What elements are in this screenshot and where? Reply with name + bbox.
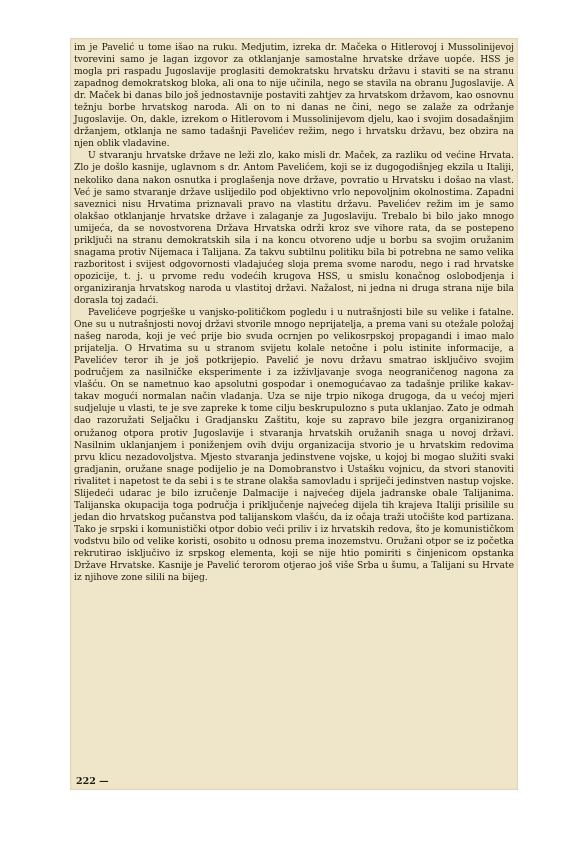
paragraph-1: im je Pavelić u tome išao na ruku. Medjutim, izreka dr. Mačeka o Hitlerovoj i Mussolinijevoj tvorevini samo je lagan izgovor za otklanjanje samostalne hrvatske države uopće. HSS je mogla pri raspadu Jugoslavije proglasiti demokratsku hrvatsku državu i staviti se na stranu zapadnog demokratskog bloka, ali ona to nije učinila, nego se stavila na obranu Jugoslavije. A dr. Maček bi danas bilo još jednostavnije postaviti zahtjev za hrvatskom državom, kao osnovnu težnju borbe hrvatskog naroda. Ali on to ni danas ne čini, nego se zalaže za održanje Jugoslavije. On, dakle, izrekom o Hitlerovom i Mussolinijevom djelu, kao i svojim dosadašnjim držanjem, otklanja ne samo tadašnji Pavelićev režim, nego i hrvatsku državu, bez obzira na njen oblik vladavine. [74, 43, 514, 150]
page-number: 222 — [76, 776, 109, 787]
paragraph-3: Pavelićeve pogrješke u vanjsko-političkom pogledu i u nutrašnjosti bile su velike i fatalne. One su u nutrašnjosti novoj državi stvorile mnogo neprijatelja, a prema vani su otežale položaj našeg naroda, koji je već prije bio svuda ocrnjen po velikosrpskoj propagandi i imao malo prijatelja. O Hrvatima su u stranom svijetu kolale netočne i polu istinite informacije, a Pavelićev teror ih je još potkrijepio. Pavelić je novu državu smatrao isključivo svojim područjem za nasilničke eksperimente i za izživljavanje svoga neograničenog nagona za vlašću. On se nametnuo kao apsolutni gospodar i onemogućavao za tadašnje prilike kakav-takav mogući normalan način vladanja. Uza se nije trpio nikoga drugoga, da u većoj mjeri sudjeluje u vlasti, te je sve zapreke k tome cilju beskrupulozno s puta uklanjao. Zato je odmah dao razoružati Seljačku i Gradjansku Zaštitu, koje su zapravo bile jezgra organiziranog oružanog otpora protiv Jugoslavije i stvaranja hrvatskih oružanih snaga u novoj državi. Nasilnim uklanjanjem i poniženjem ovih dviju organizacija stvorio je u hrvatskim redovima prvu klicu nezadovoljstva. Mjesto stvaranja jedinstvene vojske, u kojoj bi mogao služiti svaki gradjanin, oružane snage podijelio je na Domobranstvo i Ustašku vojnicu, da stvori stanoviti rivalitet i napetost te da sebi i s te strane olakša samovladu i spriječi jedinstven nastup vojske. Slijedeći udarac je bilo izručenje Dalmacije i najvećeg dijela jadranske obale Talijanima. Talijanska okupacija toga područja i priključenje najvećeg dijela tih krajeva Italiji prisilile su jedan dio hrvatskog pučanstva pod talijanskom vlašću, da iz očaja traži utočište kod partizana. Tako je srpski i komunistički otpor dobio veći priliv i iz hrvatskih redova, što je komunističkom vodstvu bilo od velike koristi, osobito u odnosu prema inozemstvu. Oružani otpor se iz početka rekrutirao isključivo iz srpskog elementa, koji se nije htio pomiriti s činjenicom opstanka Države Hrvatske. Kasnije je Pavelić terorom otjerao još više Srba u šumu, a Talijani su Hrvate iz njihove zone silili na bijeg. [74, 308, 514, 584]
book-page [70, 38, 518, 790]
paragraph-2: U stvaranju hrvatske države ne leži zlo, kako misli dr. Maček, za razliku od većine Hrvata. Zlo je došlo kasnije, uglavnom s dr. Antom Pavelićem, koji se iz dugogodišnjeg ekzila u Italiji, nekoliko dana nakon osnutka i proglašenja nove države, povratio u Hrvatsku i došao na vlast. Već je samo stvaranje države uslijedilo pod objektivno vrlo nepovoljnim okolnostima. Zapadni saveznici nisu Hrvatima priznavali pravo na vlastitu državu. Pavelićev režim im je samo olakšao otklanjanje hrvatske države i zalaganje za Jugoslaviju. Trebalo bi bilo jako mnogo umijeća, da se novostvorena Država Hrvatska održi kroz sve vihore rata, da se postepeno priključi na stranu demokratskih sila i na koncu otvoreno udje u borbu sa svojim oružanim snagama protiv Nijemaca i Talijana. Za takvu subtilnu politiku bila bi potrebna ne samo velika razboritost i svijest odgovornosti vladajućeg sloja prema svome narodu, nego i rad hrvatske opozicije, t. j. u prvome redu vodećih krugova HSS, u smislu konačnog oslobodjenja i organiziranja hrvatskog naroda u vlastitoj državi. Nažalost, ni jedna ni druga strana nije bila dorasla toj zadaći. [74, 151, 514, 306]
body-text [74, 42, 514, 584]
